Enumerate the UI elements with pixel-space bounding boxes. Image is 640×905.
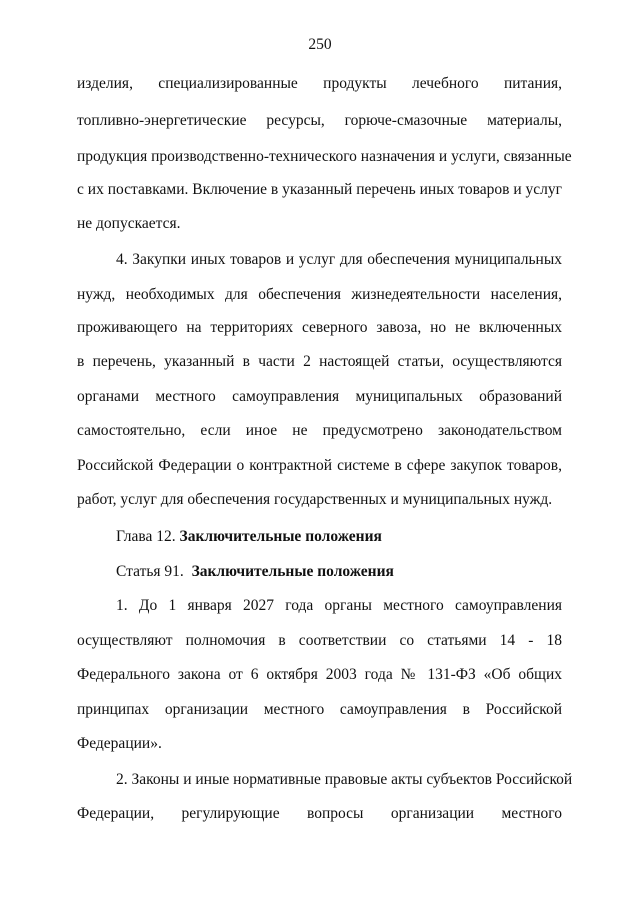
p2-line-1: 4. Закупки иных товаров и услуг для обеспечения муниципальных	[116, 251, 562, 268]
p1-line-3: продукция производственно-технического назначения и услуги, связанные	[77, 148, 572, 165]
article-heading	[116, 562, 562, 582]
p3-line-2: осуществляют полномочия в соответствии со статьями 14 - 18	[77, 632, 562, 649]
p2-line-7: Российской Федерации о контрактной системе в сфере закупок товаров,	[77, 457, 562, 474]
p2-line-3: проживающего на территориях северного завоза, но не включенных	[77, 319, 562, 336]
p3-line-4: принципах организации местного самоуправления в Российской	[77, 701, 562, 718]
page-number: 250	[308, 36, 332, 53]
p2-line-2: нужд, необходимых для обеспечения жизнедеятельности населения,	[77, 286, 562, 303]
article-title: Заключительные положения	[191, 563, 394, 580]
p1-line-1: изделия, специализированные продукты лечебного питания,	[77, 75, 562, 92]
p3-line-5: Федерации».	[77, 735, 162, 752]
chapter-title: Заключительные положения	[179, 528, 382, 545]
p4-line-1: 2. Законы и иные нормативные правовые акты субъектов Российской	[116, 771, 573, 788]
p1-line-2: топливно-энергетические ресурсы, горюче-смазочные материалы,	[77, 112, 562, 129]
p2-line-6: самостоятельно, если иное не предусмотрено законодательством	[77, 422, 562, 439]
chapter-prefix: Глава 12.	[116, 528, 180, 545]
p3-line-1: 1. До 1 января 2027 года органы местного самоуправления	[116, 597, 562, 614]
p4-line-2: Федерации, регулирующие вопросы организации местного	[77, 805, 562, 822]
p3-line-3: Федерального закона от 6 октября 2003 года № 131-ФЗ «Об общих	[77, 666, 562, 683]
p2-line-4: в перечень, указанный в части 2 настоящей статьи, осуществляются	[77, 353, 562, 370]
p2-line-5: органами местного самоуправления муниципальных образований	[77, 388, 562, 405]
article-prefix: Статья 91.	[116, 563, 192, 580]
chapter-heading	[116, 527, 562, 547]
p1-line-5: не допускается.	[77, 215, 181, 232]
p1-line-4: с их поставками. Включение в указанный перечень иных товаров и услуг	[77, 181, 562, 198]
p2-line-8: работ, услуг для обеспечения государственных и муниципальных нужд.	[77, 491, 553, 508]
